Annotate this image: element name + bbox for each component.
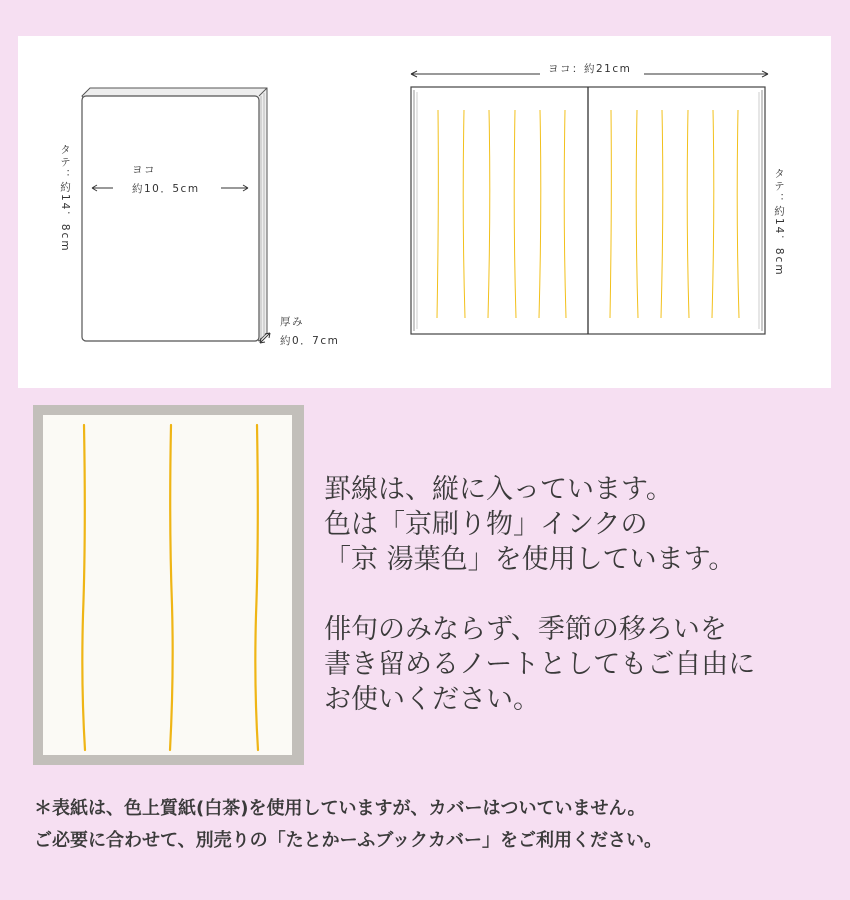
closed-width-label: ヨコ [132,164,156,176]
description-spacer [324,577,834,612]
description-line-2: 色は「京刷り物」インクの [324,509,648,540]
size-diagram-panel [18,36,831,388]
description-line-7: お使いください。 [324,684,540,715]
open-height-label: タテ：約14．8cm [773,168,785,277]
thickness-label: 厚み [280,316,304,328]
rule-lines-closeup [43,415,292,755]
cover-note [34,793,824,857]
description-line-5: 俳句のみならず、季節の移ろいを [324,614,727,645]
size-diagram [18,36,831,388]
ruled-paper-photo [33,405,304,765]
closed-height-label: タテ：約14．8cm [59,144,71,253]
description-line-1: 罫線は、縦に入っています。 [324,474,673,505]
open-notebook-illustration [411,87,765,334]
note-line-2: ご必要に合わせて、別売りの「たとかーふブックカバー」をご利用ください。 [34,830,663,851]
open-width-label: ヨコ：約21cm [548,63,632,75]
note-line-1: ＊表紙は、色上質紙(白茶)を使用していますが、カバーはついていません。 [34,798,646,819]
thickness-value: 約0．7cm [280,335,340,347]
description-line-3: 「京 湯葉色」を使用しています。 [324,544,736,575]
paper-sheet [43,415,292,755]
description-line-6: 書き留めるノートとしてもご自由に [324,649,756,680]
closed-notebook-illustration [82,88,267,341]
closed-width-value: 約10．5cm [132,183,200,195]
description-text [324,472,834,717]
